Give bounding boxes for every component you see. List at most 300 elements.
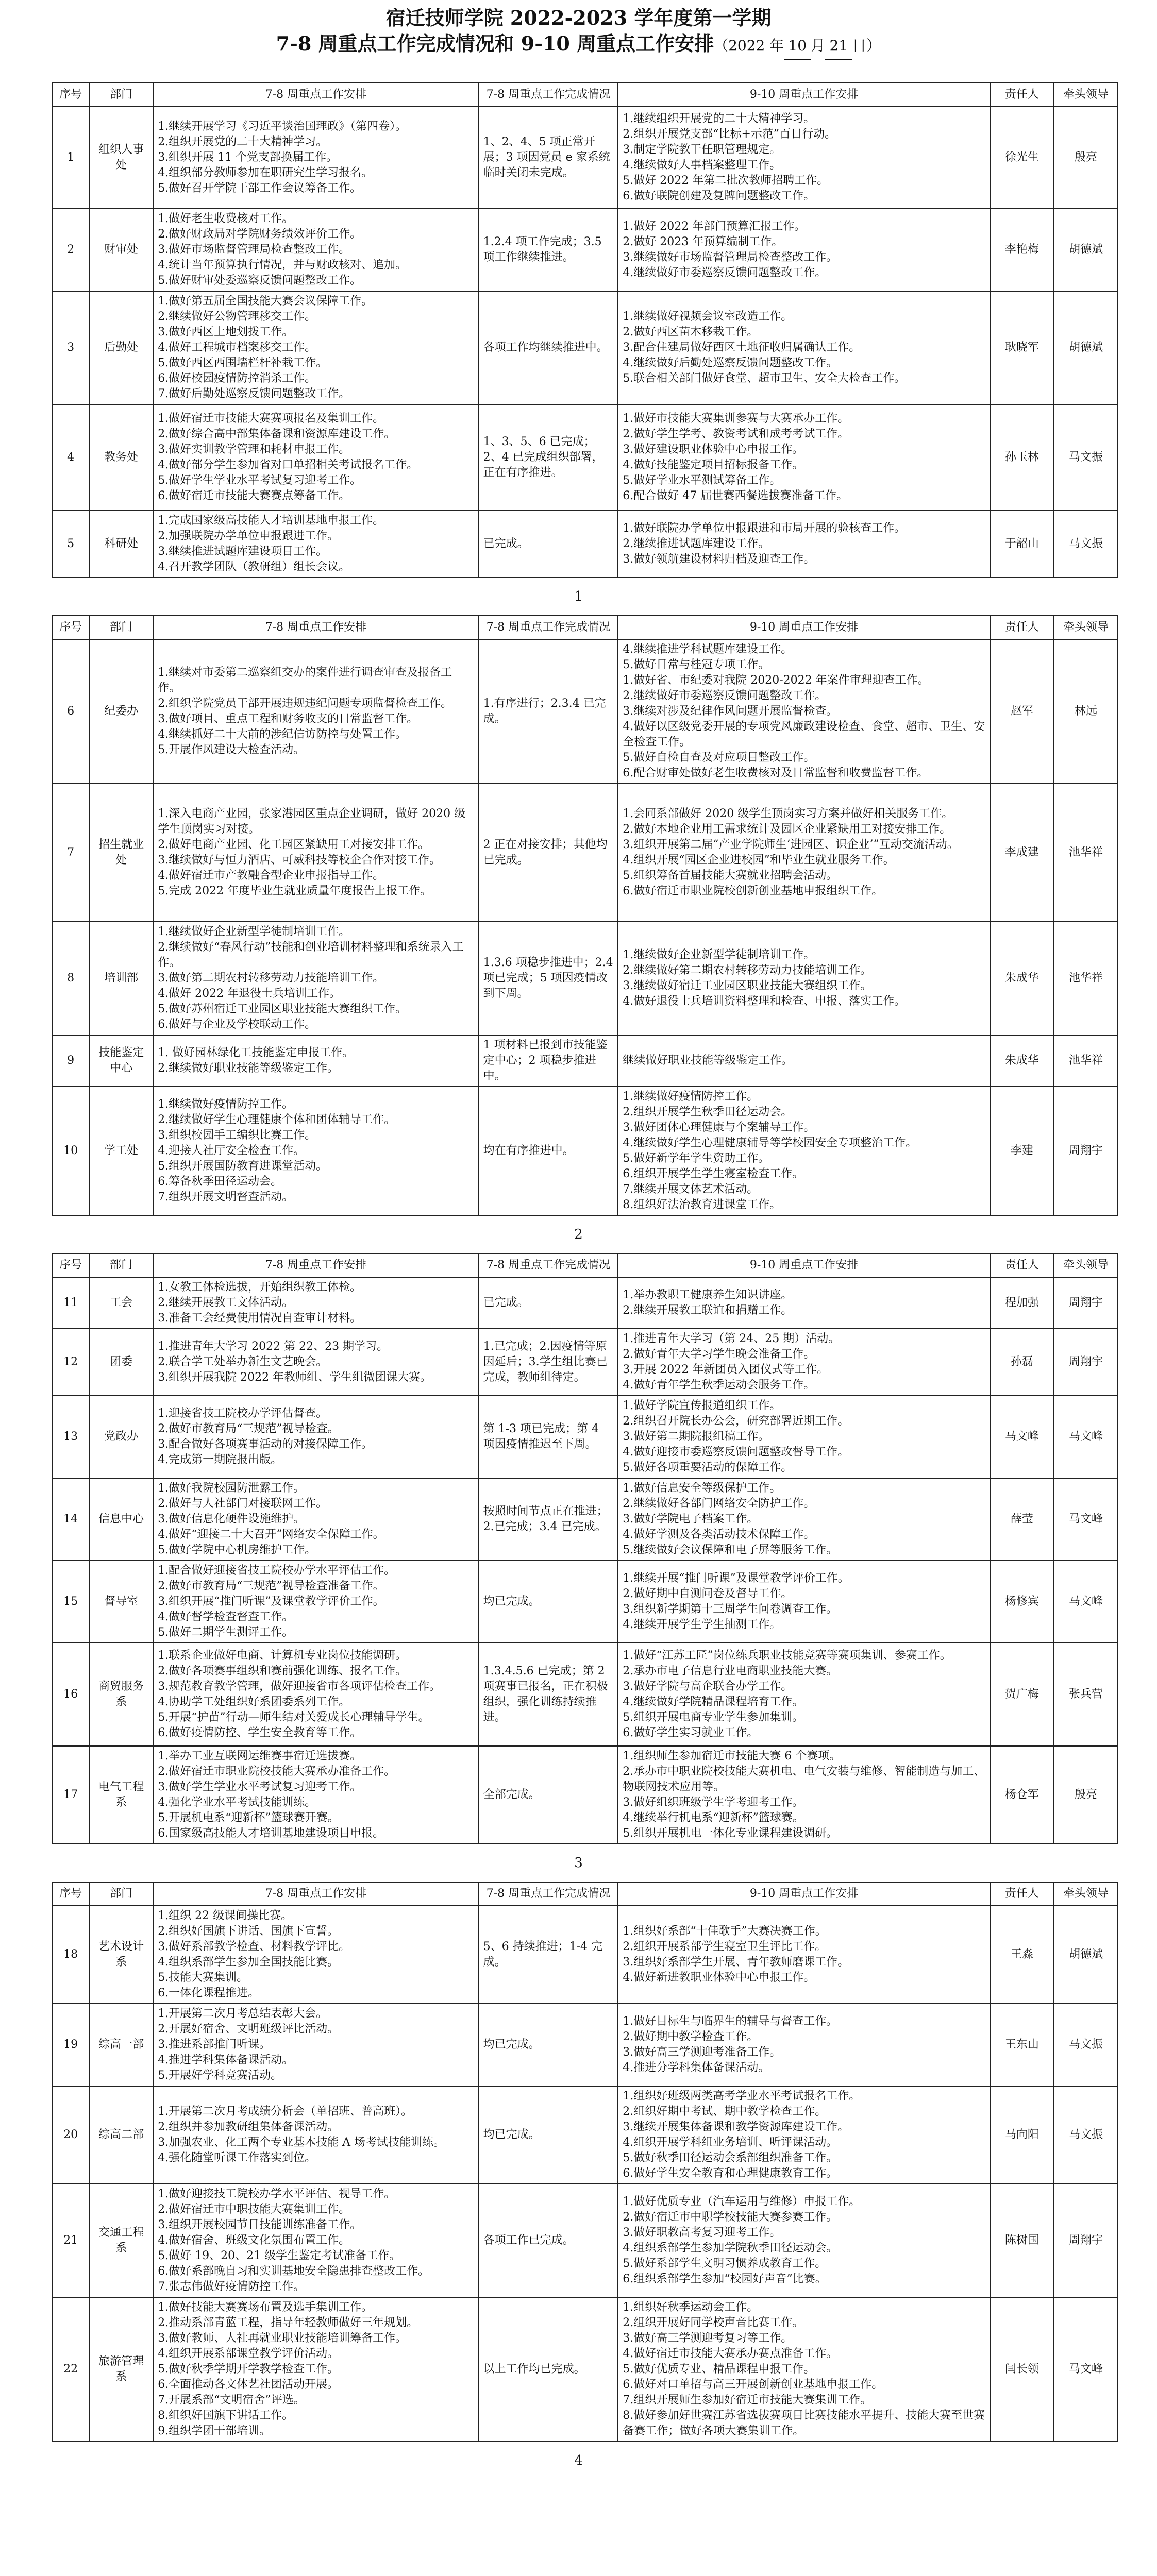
column-header: 9-10 周重点工作安排	[618, 83, 990, 107]
row-plan	[153, 1561, 478, 1643]
plan-item: 3.继续推进试题库建设项目工作。	[158, 545, 328, 558]
row-responsible: 孙玉林	[990, 404, 1054, 511]
next-item: 4.组织开展学科组业务培训、听评课活动。	[623, 2136, 838, 2149]
row-next	[618, 1277, 990, 1329]
plan-item: 2.做好宿迁市职业院校技能大赛承办准备工作。	[158, 1765, 396, 1778]
next-item: 1.做好学院宣传报道组织工作。	[623, 1399, 781, 1412]
plan-item: 1.举办工业互联网运维赛事宿迁选拔赛。	[158, 1750, 362, 1762]
next-item: 1.做好信息安全等级保护工作。	[623, 1482, 781, 1495]
row-department: 督导室	[89, 1561, 153, 1643]
plan-item: 3.加强农业、化工两个专业基本技能 A 场考试技能训练。	[158, 2136, 445, 2149]
row-next	[618, 511, 990, 578]
row-plan	[153, 1643, 478, 1746]
plan-item: 1.做好老生收费核对工作。	[158, 212, 294, 225]
row-lead: 周翔宇	[1054, 1329, 1118, 1396]
plan-item: 4.做好宿舍、班级文化氛围布置工作。	[158, 2234, 350, 2247]
row-status	[479, 1478, 618, 1561]
row-responsible: 王淼	[990, 1906, 1054, 2004]
plan-item: 3.做好系部教学检查、材料教学评比。	[158, 1940, 350, 1953]
next-item: 1.推进青年大学习（第 24、25 期）活动。	[623, 1332, 840, 1345]
plan-item: 3.组织开展校园节日技能训练准备工作。	[158, 2218, 362, 2231]
plan-item: 5.做好秋季学期开学教学检查工作。	[158, 2363, 339, 2376]
column-header: 7-8 周重点工作完成情况	[479, 83, 618, 107]
next-item: 2.组织开展党支部“比标+示范”百日行动。	[623, 128, 836, 141]
next-item: 3.继续做好市场监督管理局检查整改工作。	[623, 251, 838, 264]
next-item: 5.做好秋季田径运动会系部组织准备工作。	[623, 2151, 838, 2164]
table-row	[52, 209, 1118, 291]
page-number: 3	[574, 1855, 583, 1871]
plan-item: 4.组织开展系部课堂教学评价活动。	[158, 2347, 339, 2360]
plan-item: 5.开展机电系“迎新杯”篮球赛开赛。	[158, 1811, 339, 1824]
row-lead: 池华祥	[1054, 784, 1118, 922]
row-next	[618, 2004, 990, 2086]
row-status	[479, 1277, 618, 1329]
row-seq: 15	[52, 1561, 89, 1643]
next-item: 3.继续做好宿迁工业园区职业技能大赛组织工作。	[623, 979, 872, 992]
row-lead: 周翔宇	[1054, 1087, 1118, 1215]
row-responsible: 程加强	[990, 1277, 1054, 1329]
plan-item: 3.做好教师、人社再就业职业技能培训筹备工作。	[158, 2332, 407, 2345]
row-plan	[153, 1329, 478, 1396]
next-item: 1.做好优质专业（汽车运用与维修）申报工作。	[623, 2195, 861, 2208]
plan-item: 1.继续做好疫情防控工作。	[158, 1098, 294, 1111]
plan-item: 5.开展作风建设大检查活动。	[158, 743, 305, 756]
row-seq: 12	[52, 1329, 89, 1396]
row-status	[479, 922, 618, 1035]
plan-item: 1.完成国家级高技能人才培训基地申报工作。	[158, 514, 384, 527]
next-item: 4.做好青年学生秋季运动会服务工作。	[623, 1379, 815, 1392]
date-label	[714, 37, 881, 54]
table-row	[52, 404, 1118, 511]
next-item: 2.继续做好第二期农村转移劳动力技能培训工作。	[623, 964, 872, 977]
next-item: 5.组织开展机电一体化专业课程建设调研。	[623, 1827, 838, 1840]
next-item: 2.做好本地企业用工需求统计及园区企业紧缺用工对接安排工作。	[623, 823, 951, 836]
status-item: 1 项材料已报到市技能鉴定中心；2 项稳步推进中。	[483, 1039, 608, 1082]
row-plan	[153, 1906, 478, 2004]
plan-item: 3.做好第二期农村转移劳动力技能培训工作。	[158, 972, 384, 985]
plan-item: 2.推动系部青蓝工程，指导年轻教师做好三年规划。	[158, 2316, 418, 2329]
next-item: 1.会同系部做好 2020 级学生顶岗实习方案并做好相关服务工作。	[623, 807, 953, 820]
row-plan	[153, 291, 478, 404]
plan-item: 2.做好综合高中部集体备课和资源库建设工作。	[158, 428, 396, 440]
column-header: 7-8 周重点工作完成情况	[479, 1253, 618, 1277]
row-plan	[153, 639, 478, 784]
row-plan	[153, 209, 478, 291]
next-item: 6.做好对口单招与高三开展创新创业基地申报工作。	[623, 2378, 883, 2391]
plan-item: 2.继续开展教工文体活动。	[158, 1296, 294, 1309]
column-header: 部门	[89, 1882, 153, 1906]
row-seq: 3	[52, 291, 89, 404]
plan-item: 4.强化学业水平考试技能训练。	[158, 1796, 316, 1809]
column-header: 牵头领导	[1054, 1882, 1118, 1906]
row-seq: 17	[52, 1746, 89, 1844]
row-plan	[153, 2297, 478, 2442]
plan-item: 3.推进系部推门听课。	[158, 2038, 271, 2051]
plan-item: 4.协助学工处组织好系团委系列工作。	[158, 1696, 350, 1708]
next-item: 5.做好系部学生文明习惯养成教育工作。	[623, 2257, 827, 2270]
row-responsible: 朱成华	[990, 1035, 1054, 1087]
plan-item: 7.张志伟做好疫情防控工作。	[158, 2280, 305, 2293]
column-header: 序号	[52, 1253, 89, 1277]
row-plan	[153, 1087, 478, 1215]
plan-item: 4.做好“迎接二十大召开”网络安全保障工作。	[158, 1528, 384, 1541]
row-lead: 周翔宇	[1054, 1277, 1118, 1329]
row-lead: 马文峰	[1054, 1396, 1118, 1478]
next-item: 4.继续做好人事档案整理工作。	[623, 159, 781, 172]
next-item: 4.做好技能鉴定项目招标报备工作。	[623, 459, 804, 471]
plan-item: 3.组织开展 11 个党支部换届工作。	[158, 151, 338, 164]
column-header: 7-8 周重点工作安排	[153, 1253, 478, 1277]
plan-item: 4.组织系部学生参加全国技能比赛。	[158, 1956, 339, 1969]
plan-item: 5.做好召开学院干部工作会议筹备工作。	[158, 182, 362, 195]
plan-item: 6.筹备秋季田径运动会。	[158, 1175, 282, 1188]
column-header: 责任人	[990, 83, 1054, 107]
next-item: 4.组织开展“园区企业进校园”和毕业生就业服务工作。	[623, 854, 895, 867]
plan-item: 4.做好工程城市档案移交工作。	[158, 341, 316, 354]
row-lead: 马文峰	[1054, 1478, 1118, 1561]
row-department: 培训部	[89, 922, 153, 1035]
next-item: 1.继续做好疫情防控工作。	[623, 1090, 759, 1103]
row-next	[618, 209, 990, 291]
row-plan	[153, 922, 478, 1035]
row-lead: 马文峰	[1054, 2297, 1118, 2442]
next-item: 1.继续做好视频会议室改造工作。	[623, 310, 793, 323]
row-next	[618, 1478, 990, 1561]
plan-item: 2.组织开展党的二十大精神学习。	[158, 135, 328, 148]
row-next	[618, 1906, 990, 2004]
next-item: 4.继续做好学生心理健康辅导等学校园安全专项整治工作。	[623, 1137, 917, 1149]
next-item: 8.组织好法治教育进课堂工作。	[623, 1198, 781, 1211]
plan-item: 5.做好财审处委巡察反馈问题整改工作。	[158, 274, 362, 287]
next-item: 4.推进分学科集体备课活动。	[623, 2061, 770, 2074]
row-seq: 10	[52, 1087, 89, 1215]
row-department: 交通工程系	[89, 2184, 153, 2297]
plan-item: 3.做好实训教学管理和耗材申报工作。	[158, 443, 350, 456]
row-status	[479, 1035, 618, 1087]
column-header: 7-8 周重点工作安排	[153, 1882, 478, 1906]
work-schedule-tables	[0, 82, 1157, 2479]
plan-item: 1.继续做好企业新型学徒制培训工作。	[158, 925, 350, 938]
row-status	[479, 1643, 618, 1746]
row-department: 团委	[89, 1329, 153, 1396]
status-item: 各项工作已完成。	[483, 2234, 574, 2247]
next-item: 2.做好宿迁市中职学校技能大赛参赛工作。	[623, 2211, 838, 2224]
status-item: 第 1-3 项已完成；第 4 项因疫情推迟至下周。	[483, 1422, 599, 1451]
column-header: 9-10 周重点工作安排	[618, 1882, 990, 1906]
next-item: 4.继续做好后勤处巡察反馈问题整改工作。	[623, 357, 838, 369]
plan-item: 2.做好财政局对学院财务绩效评价工作。	[158, 228, 362, 241]
plan-item: 1.做好宿迁市技能大赛赛项报名及集训工作。	[158, 412, 384, 425]
plan-item: 1.做好我院校园防泄露工作。	[158, 1482, 305, 1495]
status-item: 已完成。	[483, 537, 529, 550]
next-item: 3.做好职教高考复习迎考工作。	[623, 2226, 781, 2239]
plan-item: 5.做好苏州宿迁工业园区职业技能大赛组织工作。	[158, 1003, 407, 1015]
row-plan	[153, 1396, 478, 1478]
next-item: 4.继续举行机电系“迎新杯”篮球赛。	[623, 1811, 804, 1824]
table-header-row	[52, 616, 1118, 639]
next-item: 3.继续对涉及纪律作风问题开展监督检查。	[623, 705, 838, 718]
row-seq: 14	[52, 1478, 89, 1561]
row-department: 信息中心	[89, 1478, 153, 1561]
next-item: 5.继续做好会议保障和电子屏等服务工作。	[623, 1544, 838, 1556]
row-next	[618, 291, 990, 404]
row-next	[618, 2297, 990, 2442]
next-item: 3.继续开展集体备课和教学资源库建设工作。	[623, 2121, 849, 2133]
table-row	[52, 922, 1118, 1035]
plan-item: 5.技能大赛集训。	[158, 1971, 248, 1984]
row-lead: 胡德斌	[1054, 291, 1118, 404]
plan-item: 2.做好电商产业园、化工园区紧缺用工对接安排工作。	[158, 838, 430, 851]
next-item: 1.继续做好企业新型学徒制培训工作。	[623, 948, 815, 961]
table-row	[52, 511, 1118, 578]
next-item: 1.举办教职工健康养生知识讲座。	[623, 1289, 793, 1301]
next-item: 2.组织开展系部学生寝室卫生评比工作。	[623, 1940, 827, 1953]
row-next	[618, 1396, 990, 1478]
column-header: 责任人	[990, 1253, 1054, 1277]
plan-item: 1.继续对市委第二巡察组交办的案件进行调查审查及报备工作。	[158, 666, 452, 694]
plan-item: 3.做好学生学业水平考试复习迎考工作。	[158, 1781, 362, 1793]
next-item: 2.做好学生学考、教资考试和成考考试工作。	[623, 428, 849, 440]
next-item: 1.做好目标生与临界生的辅导与督查工作。	[623, 2015, 838, 2028]
table-header-row	[52, 1882, 1118, 1906]
row-status	[479, 2297, 618, 2442]
row-plan	[153, 2184, 478, 2297]
row-responsible: 朱成华	[990, 922, 1054, 1035]
row-department: 后勤处	[89, 291, 153, 404]
next-item: 1.组织好秋季运动会工作。	[623, 2301, 759, 2314]
table-row	[52, 2086, 1118, 2184]
status-item: 按照时间节点正在推进；2.已完成；3.4 已完成。	[483, 1505, 608, 1533]
row-next	[618, 1035, 990, 1087]
plan-item: 1.配合做好迎接省技工院校办学水平评估工作。	[158, 1564, 396, 1577]
status-item: 2 正在对接安排；其他均已完成。	[483, 838, 608, 867]
plan-item: 3.规范教育教学管理，做好迎接省市各项评估检查工作。	[158, 1680, 441, 1693]
row-department: 财审处	[89, 209, 153, 291]
next-item: 4.做好宿迁市技能大赛承办赛点准备工作。	[623, 2347, 838, 2360]
column-header: 7-8 周重点工作安排	[153, 83, 478, 107]
table-row	[52, 1478, 1118, 1561]
status-item: 1.已完成；2.因疫情等原因延后；3.学生组比赛已完成，教师组待定。	[483, 1340, 608, 1384]
row-seq: 11	[52, 1277, 89, 1329]
plan-item: 1.深入电商产业园，张家港园区重点企业调研，做好 2020 级学生顶岗实习对接。	[158, 807, 466, 836]
plan-item: 3.组织开展我院 2022 年教师组、学生组微团课大赛。	[158, 1371, 432, 1384]
row-status	[479, 511, 618, 578]
row-status	[479, 1561, 618, 1643]
status-item: 5、6 持续推进；1-4 完成。	[483, 1940, 603, 1969]
next-item: 2.组织开展好同学校声音比赛工作。	[623, 2316, 804, 2329]
plan-item: 6.全面推动各文体艺社团活动开展。	[158, 2378, 339, 2391]
next-item: 2.承办市电子信息行业电商职业技能大赛。	[623, 1665, 838, 1677]
row-plan	[153, 511, 478, 578]
row-next	[618, 922, 990, 1035]
next-item: 5.做好新学年学生资助工作。	[623, 1152, 770, 1165]
row-next	[618, 1643, 990, 1746]
next-item: 5.做好日常与桂冠专项工作。	[623, 658, 770, 671]
table-row	[52, 1643, 1118, 1746]
row-seq: 1	[52, 107, 89, 209]
column-header: 9-10 周重点工作安排	[618, 616, 990, 639]
plan-item: 2.做好市教育局“三规范”视导检查。	[158, 1422, 339, 1435]
next-item: 3.组织开展第二届“产业学院师生‘进园区、识企业’”互动交流活动。	[623, 838, 959, 851]
row-seq: 4	[52, 404, 89, 511]
row-status	[479, 404, 618, 511]
next-item: 3.做好高三学测迎考复习等工作。	[623, 2332, 793, 2345]
row-next	[618, 2184, 990, 2297]
column-header: 牵头领导	[1054, 83, 1118, 107]
plan-item: 2.组织好国旗下讲话、国旗下宣誓。	[158, 1925, 339, 1938]
next-item: 5.做好优质专业、精品课程申报工作。	[623, 2363, 815, 2376]
next-item: 3.做好建设职业体验中心申报工作。	[623, 443, 804, 456]
row-plan	[153, 2086, 478, 2184]
next-item: 3.做好第二期院报组稿工作。	[623, 1430, 770, 1443]
row-department: 综高一部	[89, 2004, 153, 2086]
next-item: 6.组织系部学生参加“校园好声音”比赛。	[623, 2273, 827, 2285]
row-next	[618, 404, 990, 511]
table-row	[52, 2184, 1118, 2297]
plan-item: 5.开展好学科竞赛活动。	[158, 2069, 282, 2082]
row-seq: 9	[52, 1035, 89, 1087]
plan-item: 1.联系企业做好电商、计算机专业岗位技能调研。	[158, 1649, 407, 1662]
next-item: 3.做好学院与高企联合办学工作。	[623, 1680, 793, 1693]
plan-item: 2.继续做好“春风行动”技能和创业培训材料整理和系统录入工作。	[158, 941, 464, 969]
plan-item: 1.推进青年大学习 2022 第 22、23 期学习。	[158, 1340, 389, 1353]
plan-item: 4.继续抓好二十大前的涉纪信访防控与处置工作。	[158, 728, 407, 741]
next-item: 6.组织开展学生学生寝室检查工作。	[623, 1167, 804, 1180]
next-item: 5.做好各项重要活动的保障工作。	[623, 1461, 793, 1474]
plan-item: 2.组织并参加教研组集体备课活动。	[158, 2121, 339, 2133]
next-item: 1.继续开展“推门听课”及课堂教学评价工作。	[623, 1572, 849, 1585]
next-item: 2.做好青年大学习学生晚会准备工作。	[623, 1348, 815, 1361]
next-item: 2.做好期中自测问卷及督导工作。	[623, 1587, 793, 1600]
table-row	[52, 1561, 1118, 1643]
table-header-row	[52, 1253, 1118, 1277]
page-number: 4	[574, 2453, 583, 2468]
row-department: 党政办	[89, 1396, 153, 1478]
next-item: 5.联合相关部门做好食堂、超市卫生、安全大检查工作。	[623, 372, 906, 385]
row-next	[618, 784, 990, 922]
next-item: 1.做好“江苏工匠”岗位练兵职业技能竞赛等赛项集训、参赛工作。	[623, 1649, 951, 1662]
plan-item: 1.继续开展学习《习近平谈治国理政》（第四卷）。	[158, 120, 407, 133]
row-responsible: 李艳梅	[990, 209, 1054, 291]
plan-item: 1.开展第二次月考总结表彰大会。	[158, 2007, 328, 2020]
row-seq: 18	[52, 1906, 89, 2004]
status-item: 各项工作均继续推进中。	[483, 341, 608, 354]
plan-item: 9.组织学团干部培训。	[158, 2425, 271, 2437]
row-plan	[153, 784, 478, 922]
table-row	[52, 1087, 1118, 1215]
document-title-line2	[0, 31, 1157, 60]
row-department: 学工处	[89, 1087, 153, 1215]
row-status	[479, 2086, 618, 2184]
plan-item: 7.做好后勤处巡察反馈问题整改工作。	[158, 387, 350, 400]
next-item: 6.配合财审处做好老生收费核对及日常监督和收费监督工作。	[623, 767, 929, 779]
status-item: 1、2、4、5 项正常开展；3 项因党员 e 家系统临时关闭未完成。	[483, 135, 610, 179]
table-row	[52, 1746, 1118, 1844]
plan-item: 6.一体化课程推进。	[158, 1987, 260, 1999]
next-item: 3.做好高三学测迎考准备工作。	[623, 2046, 781, 2059]
plan-item: 7.开展系部“文明宿舍”评选。	[158, 2394, 305, 2406]
column-header: 部门	[89, 1253, 153, 1277]
row-responsible: 马向阳	[990, 2086, 1054, 2184]
row-status	[479, 1746, 618, 1844]
status-item: 全部完成。	[483, 1788, 540, 1801]
column-header: 7-8 周重点工作完成情况	[479, 1882, 618, 1906]
plan-item: 5.组织开展国防教育进课堂活动。	[158, 1160, 328, 1173]
row-seq: 16	[52, 1643, 89, 1746]
next-item: 2.继续做好市委巡察反馈问题整改工作。	[623, 689, 827, 702]
status-item: 均已完成。	[483, 1595, 540, 1608]
row-responsible: 薛莹	[990, 1478, 1054, 1561]
next-item: 2.组织召开院长办公会，研究部署近期工作。	[623, 1415, 849, 1428]
row-seq: 21	[52, 2184, 89, 2297]
next-item: 2.组织开展学生秋季田径运动会。	[623, 1106, 793, 1118]
plan-item: 4.推进学科集体备课活动。	[158, 2054, 294, 2066]
document-header	[0, 0, 1157, 82]
column-header: 9-10 周重点工作安排	[618, 1253, 990, 1277]
row-responsible: 徐光生	[990, 107, 1054, 209]
row-seq: 20	[52, 2086, 89, 2184]
row-lead: 林远	[1054, 639, 1118, 784]
next-item: 1.做好 2022 年部门预算汇报工作。	[623, 220, 806, 233]
plan-item: 1.组织 22 级课间操比赛。	[158, 1909, 293, 1922]
next-item: 2.承办市中职业院校技能大赛机电、电气安装与维修、智能制造与加工、物联网技术应用等。	[623, 1765, 985, 1793]
row-lead: 马文振	[1054, 2004, 1118, 2086]
next-item: 4.组织系部学生参加学院秋季田径运动会。	[623, 2242, 838, 2255]
next-item: 8.做好参加好世赛江苏省选拔赛项目比赛技能水平提升、技能大赛至世赛备赛工作；做好各项大赛集训工作。	[623, 2409, 985, 2437]
next-item: 2.做好西区苗木移栽工作。	[623, 326, 759, 338]
plan-item: 2.加强联院办学单位申报跟进工作。	[158, 530, 339, 543]
plan-item: 4.强化随堂听课工作落实到位。	[158, 2151, 316, 2164]
row-lead: 马文振	[1054, 404, 1118, 511]
next-item: 3.制定学院教干任职管理规定。	[623, 143, 781, 156]
row-seq: 8	[52, 922, 89, 1035]
row-department: 教务处	[89, 404, 153, 511]
row-plan	[153, 404, 478, 511]
status-item: 1.3.4.5.6 已完成；第 2 项赛事已报名，正在积极组织，强化训练持续推进。	[483, 1665, 608, 1724]
status-item: 1.有序进行；2.3.4 已完成。	[483, 697, 606, 725]
column-header: 责任人	[990, 1882, 1054, 1906]
plan-item: 3.做好西区土地划拨工作。	[158, 326, 294, 338]
row-lead: 殷亮	[1054, 1746, 1118, 1844]
plan-item: 6.做好校园疫情防控消杀工作。	[158, 372, 316, 385]
plan-item: 5.做好 19、20、21 级学生鉴定考试准备工作。	[158, 2249, 401, 2262]
plan-item: 3.做好信息化硬件设施维护。	[158, 1513, 305, 1526]
table-row	[52, 107, 1118, 209]
work-table	[52, 615, 1118, 1216]
row-department: 综高二部	[89, 2086, 153, 2184]
row-next	[618, 1329, 990, 1396]
next-item: 5.做好自检自查及对应项目整改工作。	[623, 751, 815, 764]
row-plan	[153, 1035, 478, 1087]
next-item: 4.做好迎接市委巡察反馈问题整改督导工作。	[623, 1446, 849, 1459]
plan-item: 3.配合做好各项赛事活动的对接保障工作。	[158, 1438, 373, 1451]
row-next	[618, 639, 990, 784]
month-label: 月	[811, 37, 826, 54]
row-next	[618, 107, 990, 209]
work-table	[52, 1253, 1118, 1844]
row-responsible: 孙磊	[990, 1329, 1054, 1396]
plan-item: 2.做好市教育局“三规范”视导检查准备工作。	[158, 1580, 384, 1592]
row-status	[479, 1906, 618, 2004]
row-seq: 5	[52, 511, 89, 578]
plan-item: 2.做好各项赛事组织和赛前强化训练、报名工作。	[158, 1665, 407, 1677]
row-seq: 7	[52, 784, 89, 922]
row-plan	[153, 1746, 478, 1844]
next-item: 3.做好学院电子档案工作。	[623, 1513, 759, 1526]
table-row	[52, 1035, 1118, 1087]
next-item: 5.组织开展电商专业学生参加集训。	[623, 1711, 804, 1724]
row-seq: 19	[52, 2004, 89, 2086]
